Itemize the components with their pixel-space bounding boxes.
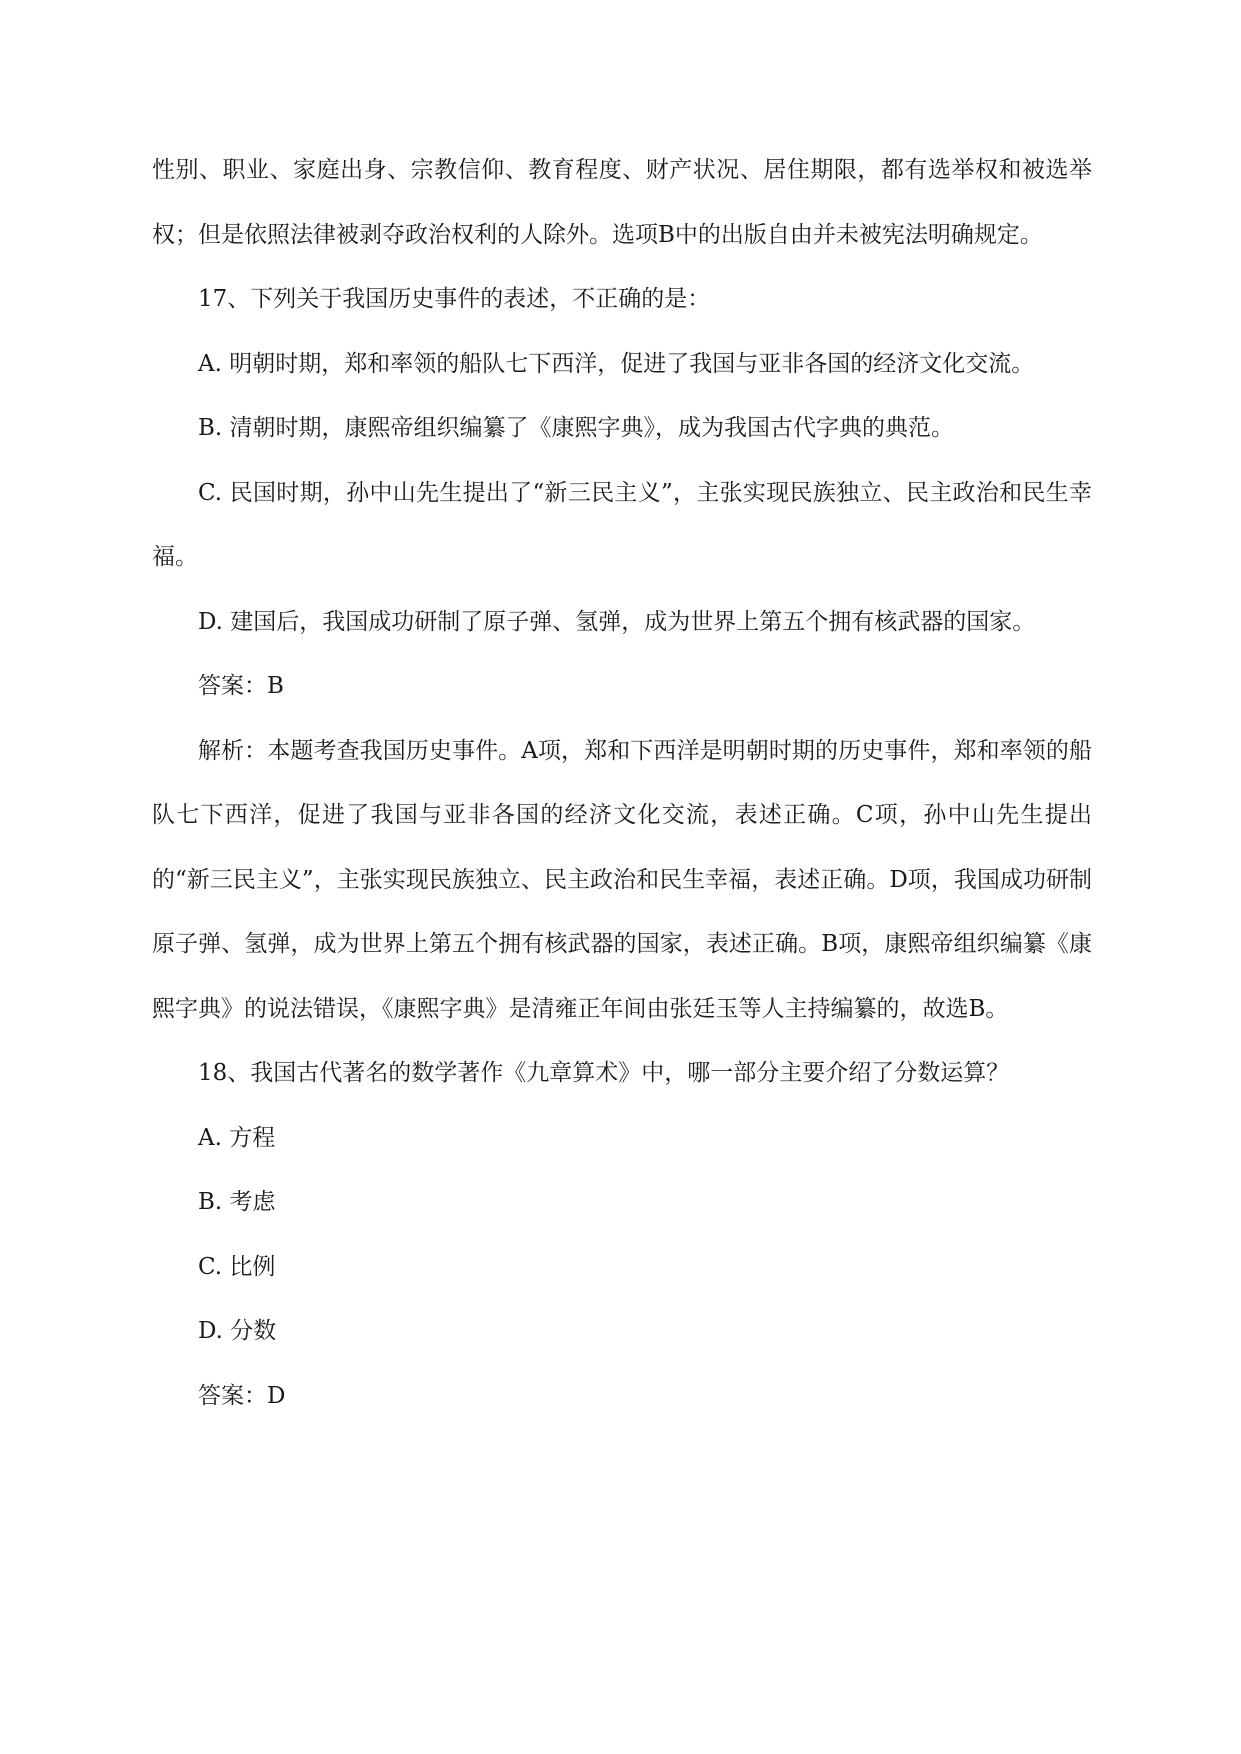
question-17-text: 17、下列关于我国历史事件的表述，不正确的是：	[198, 286, 711, 312]
question-17-option-b: B. 清朝时期，康熙帝组织编纂了《康熙字典》，成为我国古代字典的典范。	[198, 415, 955, 441]
question-18-answer: 答案：D	[198, 1382, 286, 1409]
question-17-answer: 答案：B	[198, 673, 284, 699]
question-17-option-c: C. 民国时期，孙中山先生提出了“新三民主义”，主张实现民族独立、民主政治和民生幸福。	[152, 479, 1092, 570]
question-18-option-a: A. 方程	[198, 1124, 276, 1151]
continuation-paragraph: 性别、职业、家庭出身、宗教信仰、教育程度、财产状况、居住期限，都有选举权和被选举权；但是依照法律被剥夺政治权利的人除外。选项B中的出版自由并未被宪法明确规定。	[152, 157, 1092, 248]
question-18-option-d: D. 分数	[198, 1318, 277, 1344]
question-18-option-b: B. 考虑	[198, 1189, 276, 1215]
question-18-option-c: C. 比例	[198, 1253, 276, 1280]
document-body	[152, 138, 1092, 1428]
question-18-text: 18、我国古代著名的数学著作《九章算术》中，哪一部分主要介绍了分数运算？	[198, 1060, 1010, 1086]
question-17-option-a: A. 明朝时期，郑和率领的船队七下西洋，促进了我国与亚非各国的经济文化交流。	[198, 350, 1035, 377]
question-17-option-d: D. 建国后，我国成功研制了原子弹、氢弹，成为世界上第五个拥有核武器的国家。	[198, 608, 1036, 635]
question-17-analysis: 解析：本题考查我国历史事件。A项，郑和下西洋是明朝时期的历史事件，郑和率领的船队七下西洋，促进了我国与亚非各国的经济文化交流，表述正确。C项，孙中山先生提出的“新三民主义”，主张实现民族独立、民主政治和民生幸福，表述正确。D项，我国成功研制原子弹、氢弹，成为世界上第五个拥有核武器的国家，表述正确。B项，康熙帝组织编纂《康熙字典》的说法错误，《康熙字典》是清雍正年间由张廷玉等人主持编纂的，故选B。	[152, 737, 1092, 1022]
